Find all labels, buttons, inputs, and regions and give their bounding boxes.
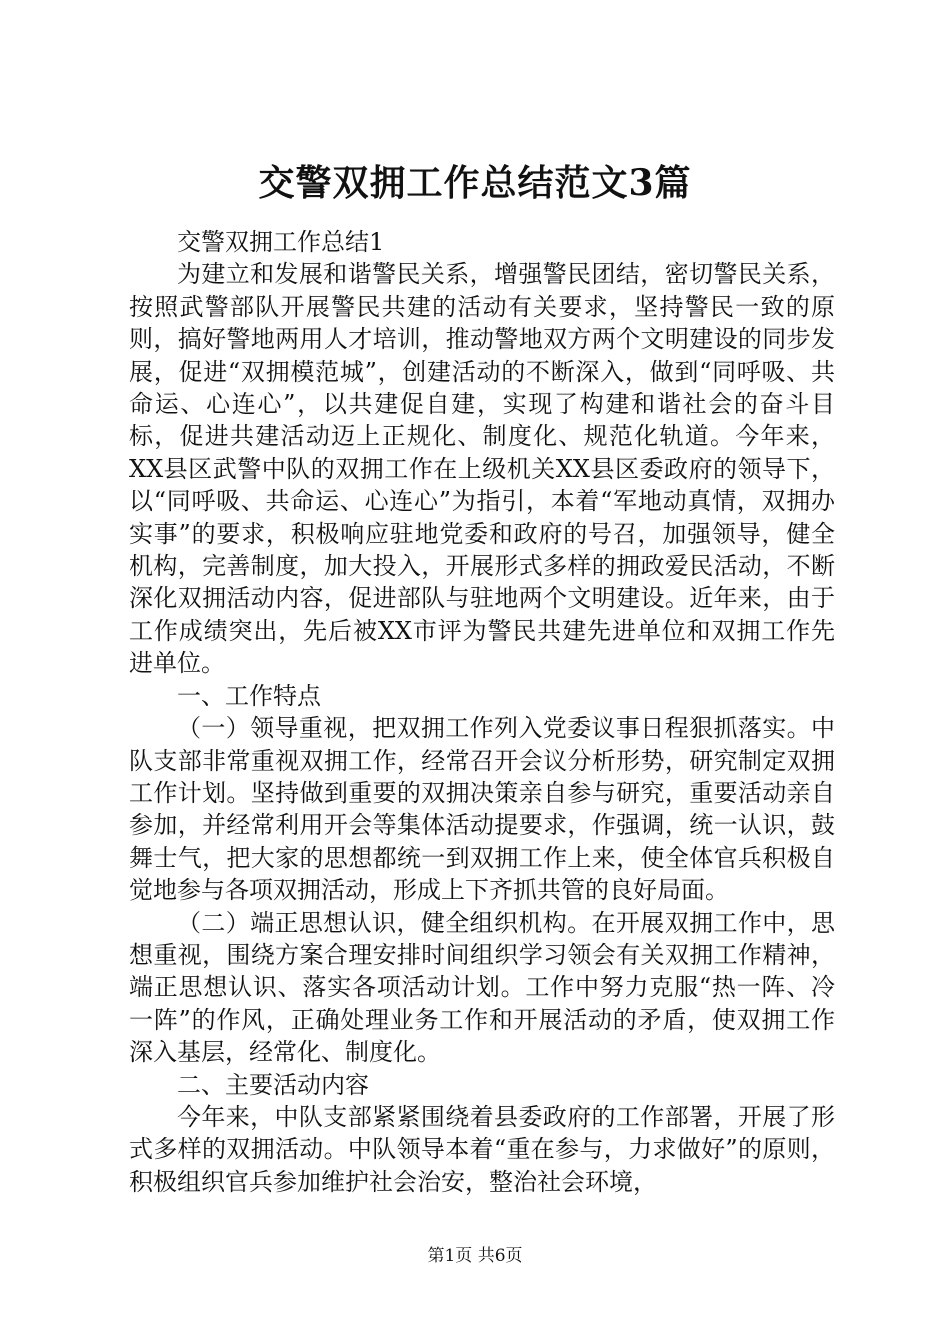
heading-work-features: 一、工作特点	[177, 681, 321, 710]
page-number-footer: 第1页 共6页	[427, 1246, 523, 1266]
paragraph-activities: 今年来，中队支部紧紧围绕着县委政府的工作部署，开展了形式多样的双拥活动。中队领导本着“重在参与，力求做好”的原则，积极组织官兵参加维护社会治安，整治社会环境，	[129, 1102, 835, 1196]
paragraph-feature-2: （二）端正思想认识，健全组织机构。在开展双拥工作中，思想重视，围绕方案合理安排时间组织学习领会有关双拥工作精神，端正思想认识、落实各项活动计划。工作中努力克服“热一阵、冷一阵”的作风，正确处理业务工作和开展活动的矛盾，使双拥工作深入基层，经常化、制度化。	[129, 908, 835, 1067]
section-title: 交警双拥工作总结1	[177, 228, 385, 256]
paragraph-feature-1: （一）领导重视，把双拥工作列入党委议事日程狠抓落实。中队支部非常重视双拥工作，经常召开会议分析形势，研究制定双拥工作计划。坚持做到重要的双拥决策亲自参与研究，重要活动亲自参加，并经常利用开会等集体活动提要求，作强调，统一认识，鼓舞士气，把大家的思想都统一到双拥工作上来，使全体官兵积极自觉地参与各项双拥活动，形成上下齐抓共管的良好局面。	[129, 714, 835, 905]
document-title: 交警双拥工作总结范文3篇	[258, 162, 692, 204]
document-body	[129, 226, 835, 1198]
heading-main-activities: 二、主要活动内容	[177, 1070, 369, 1099]
paragraph-intro: 为建立和发展和谐警民关系，增强警民团结，密切警民关系，按照武警部队开展警民共建的活动有关要求，坚持警民一致的原则，搞好警地两用人才培训，推动警地双方两个文明建设的同步发展，促进“双拥模范城”，创建活动的不断深入，做到“同呼吸、共命运、心连心”，以共建促自建，实现了构建和谐社会的奋斗目标，促进共建活动迈上正规化、制度化、规范化轨道。今年来，XX县区武警中队的双拥工作在上级机关XX县区委政府的领导下，以“同呼吸、共命运、心连心”为指引，本着“军地动真情，双拥办实事”的要求，积极响应驻地党委和政府的号召，加强领导，健全机构，完善制度，加大投入，开展形式多样的拥政爱民活动，不断深化双拥活动内容，促进部队与驻地两个文明建设。近年来，由于工作成绩突出，先后被XX市评为警民共建先进单位和双拥工作先进单位。	[129, 260, 835, 678]
